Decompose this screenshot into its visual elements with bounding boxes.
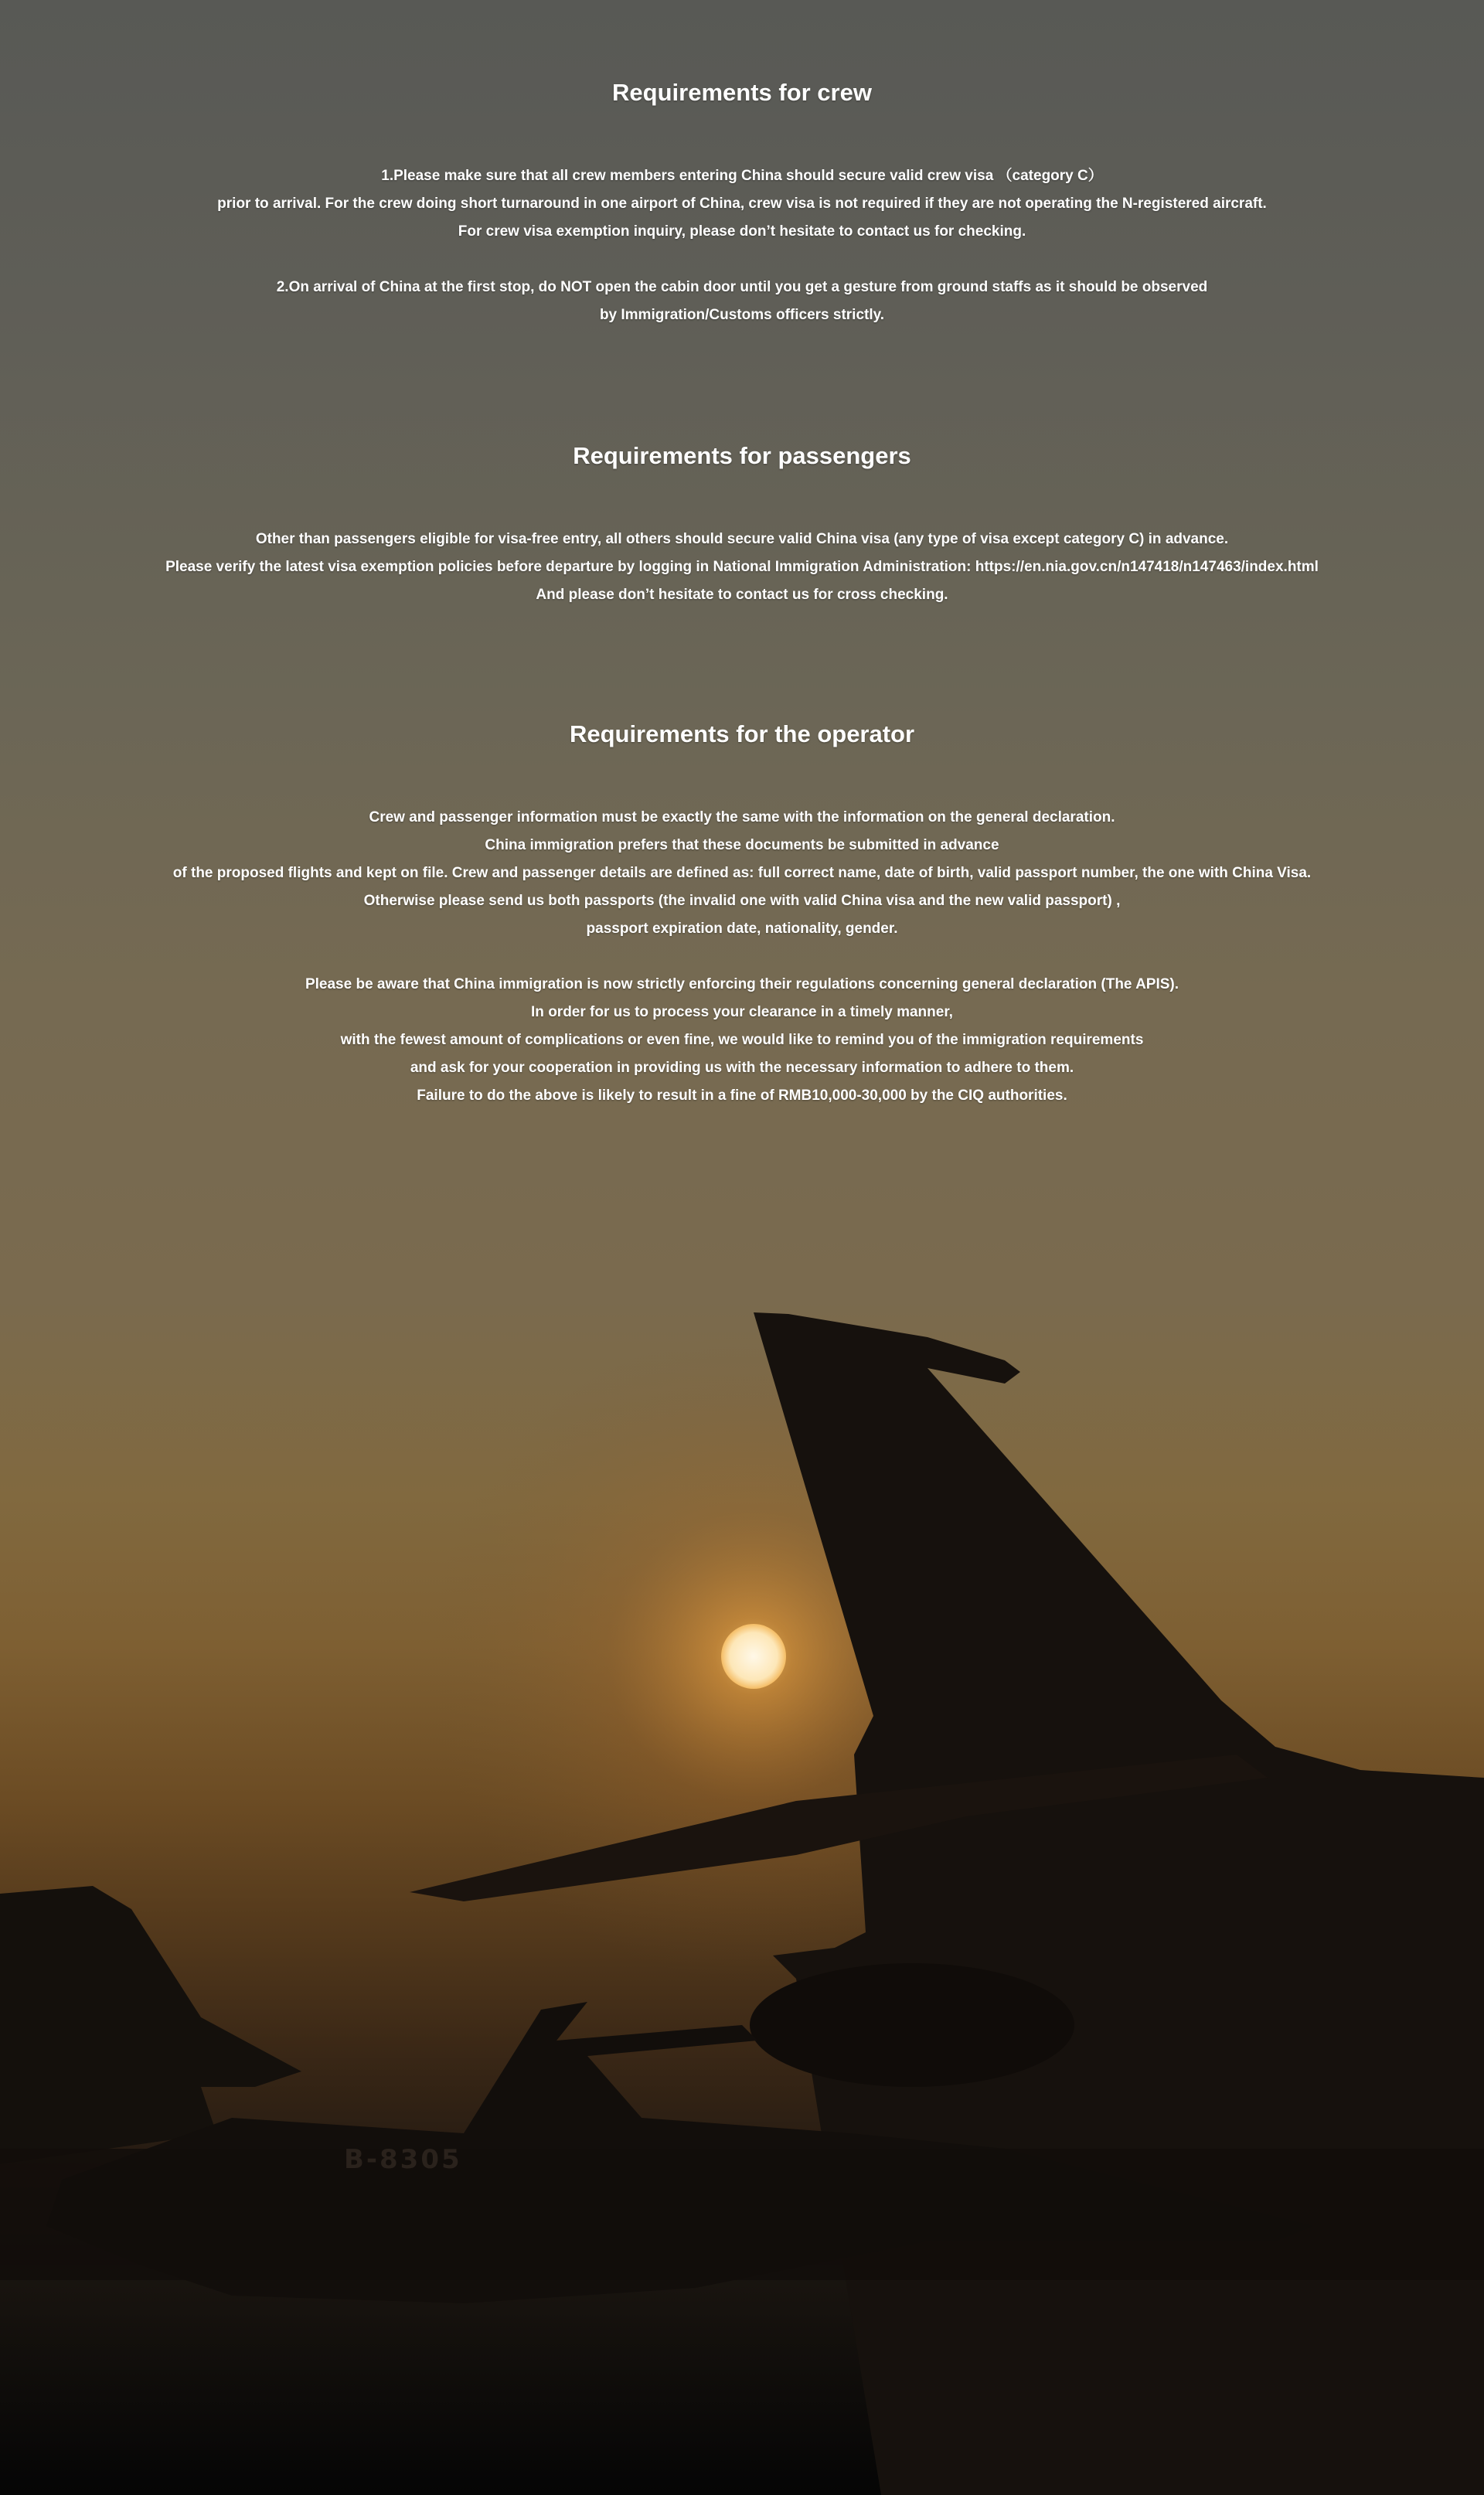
- sun: [721, 1624, 786, 1689]
- operator-requirements-text: [0, 804, 1484, 1110]
- crew-section-title: Requirements for crew: [612, 79, 872, 106]
- operator-para1-line: China immigration prefers that these documents be submitted in advance: [485, 837, 999, 853]
- operator-para1-line: Crew and passenger information must be exactly the same with the information on the general declaration.: [369, 809, 1115, 825]
- crew-item2-line: 2.On arrival of China at the first stop, do NOT open the cabin door until you get a gesture from ground staffs as it should be observed: [276, 279, 1208, 295]
- crew-requirements-text: [0, 162, 1484, 329]
- operator-para1-line: of the proposed flights and kept on file. Crew and passenger details are defined as: full correct name, date of birth, valid passport number, the one with China Visa.: [172, 865, 1312, 881]
- aircraft-engine-silhouette: [750, 1963, 1074, 2087]
- crew-item1-line: prior to arrival. For the crew doing short turnaround in one airport of China, crew visa is not required if they are not operating the N-registered aircraft.: [217, 196, 1267, 212]
- operator-para2-line: In order for us to process your clearance in a timely manner,: [531, 1004, 953, 1020]
- aircraft-registration-text: B-8305: [344, 2144, 462, 2175]
- operator-requirements-section: [0, 719, 1484, 1110]
- passenger-line: And please don’t hesitate to contact us for cross checking.: [536, 587, 948, 603]
- operator-para2-line: Failure to do the above is likely to result in a fine of RMB10,000-30,000 by the CIQ authorities.: [417, 1088, 1067, 1104]
- crew-requirements-section: [0, 77, 1484, 329]
- operator-para1-line: passport expiration date, nationality, gender.: [586, 921, 898, 937]
- operator-section-title: Requirements for the operator: [569, 720, 915, 747]
- crew-item1-line: For crew visa exemption inquiry, please don’t hesitate to contact us for checking.: [458, 223, 1026, 240]
- operator-para2-line: Please be aware that China immigration is now strictly enforcing their regulations concerning general declaration (The APIS).: [305, 976, 1179, 992]
- operator-para2-line: and ask for your cooperation in providing us with the necessary information to adhere to them.: [410, 1060, 1074, 1076]
- passenger-line: Other than passengers eligible for visa-free entry, all others should secure valid China visa (any type of visa except category C) in advance.: [255, 531, 1229, 547]
- crew-item2-line: by Immigration/Customs officers strictly.: [599, 307, 885, 323]
- passenger-requirements-section: [0, 441, 1484, 609]
- passengers-section-title: Requirements for passengers: [573, 442, 911, 469]
- crew-item1-line: 1.Please make sure that all crew members entering China should secure valid crew visa （category C）: [381, 168, 1103, 184]
- operator-para2-line: with the fewest amount of complications or even fine, we would like to remind you of the immigration requirements: [340, 1032, 1144, 1048]
- operator-para1-line: Otherwise please send us both passports (the invalid one with valid China visa and the new valid passport) ,: [363, 893, 1121, 909]
- passenger-line-with-link[interactable]: Please verify the latest visa exemption policies before departure by logging in National Immigration Administration: https://en.nia.gov.cn/n147418/n147463/index.html: [165, 559, 1319, 575]
- passenger-requirements-text: [0, 526, 1484, 609]
